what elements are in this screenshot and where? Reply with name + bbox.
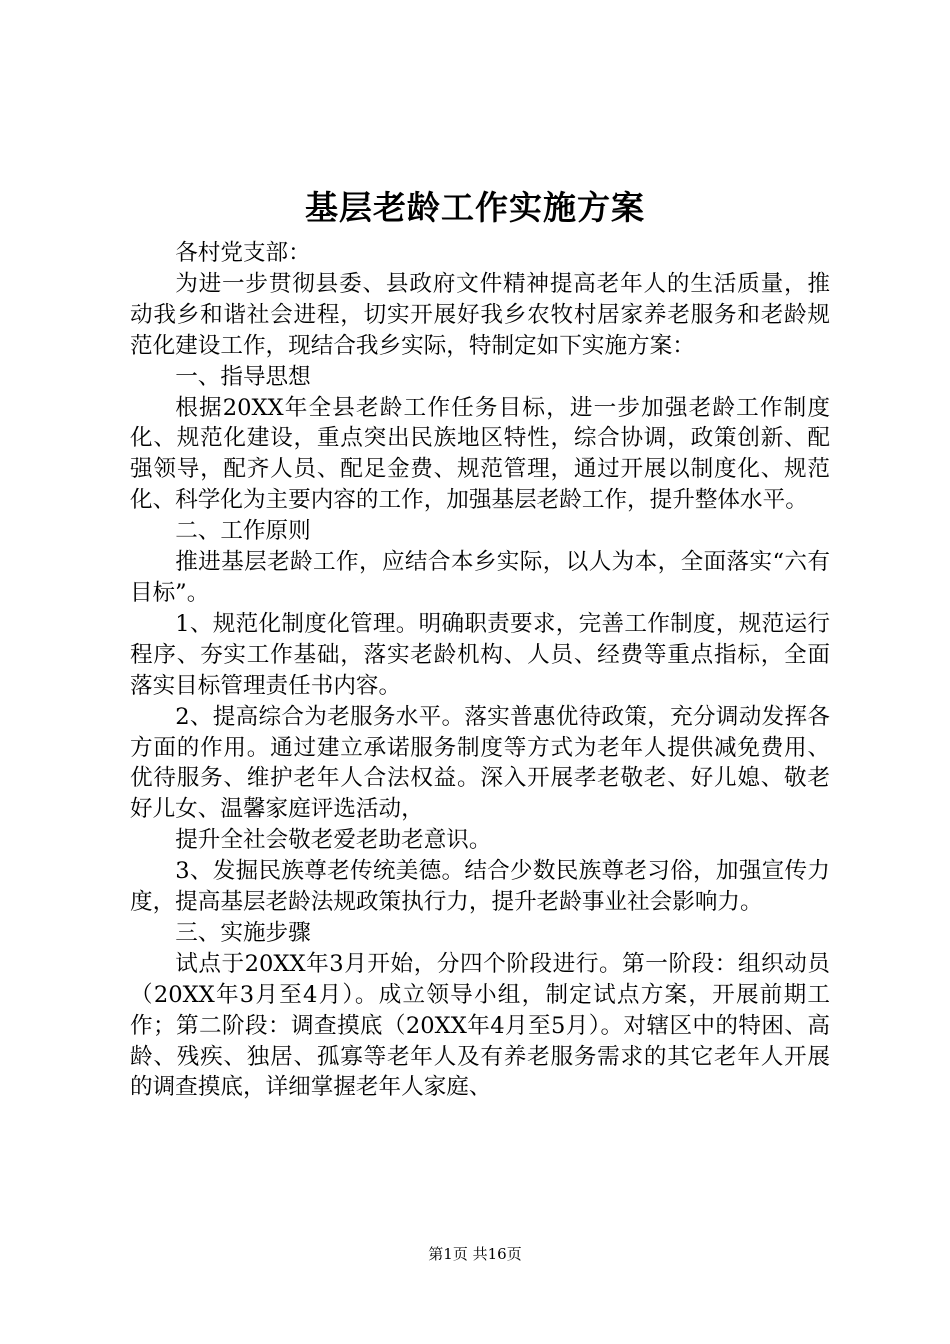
paragraph: 根据20XX年全县老龄工作任务目标，进一步加强老龄工作制度化、规范化建设，重点突出民族地区特性，综合协调，政策创新、配强领导，配齐人员、配足金费、规范管理，通过开展以制度化、规范化、科学化为主要内容的工作，加强基层老龄工作，提升整体水平。 xyxy=(130,394,830,514)
paragraph: 一、指导思想 xyxy=(175,363,311,390)
paragraph: 为进一步贯彻县委、县政府文件精神提高老年人的生活质量，推动我乡和谐社会进程，切实开展好我乡农牧村居家养老服务和老龄规范化建设工作，现结合我乡实际，特制定如下实施方案： xyxy=(130,270,830,359)
paragraph: 1、规范化制度化管理。明确职责要求，完善工作制度，规范运行程序、夯实工作基础，落实老龄机构、人员、经费等重点指标，全面落实目标管理责任书内容。 xyxy=(130,610,830,699)
page-footer: 第1页 共16页 xyxy=(428,1245,522,1263)
paragraph: 2、提高综合为老服务水平。落实普惠优待政策，充分调动发挥各方面的作用。通过建立承诺服务制度等方式为老年人提供减免费用、优待服务、维护老年人合法权益。深入开展孝老敬老、好儿媳、敬老好儿女、温馨家庭评选活动， xyxy=(130,703,830,823)
paragraph: 三、实施步骤 xyxy=(175,919,311,946)
page-title: 基层老龄工作实施方案 xyxy=(305,188,645,227)
document-body xyxy=(130,238,830,1103)
paragraph: 提升全社会敬老爱老助老意识。 xyxy=(175,827,492,854)
paragraph: 试点于20XX年3月开始，分四个阶段进行。第一阶段：组织动员（20XX年3月至4月）。成立领导小组，制定试点方案，开展前期工作；第二阶段：调查摸底（20XX年4月至5月）。对辖区中的特困、高龄、残疾、独居、孤寡等老年人及有养老服务需求的其它老年人开展的调查摸底，详细掌握老年人家庭、 xyxy=(130,950,830,1101)
paragraph: 二、工作原则 xyxy=(175,518,311,545)
paragraph: 各村党支部： xyxy=(175,240,311,266)
paragraph: 推进基层老龄工作，应结合本乡实际，以人为本，全面落实“六有目标”。 xyxy=(130,549,830,606)
paragraph: 3、发掘民族尊老传统美德。结合少数民族尊老习俗，加强宣传力度，提高基层老龄法规政策执行力，提升老龄事业社会影响力。 xyxy=(130,858,830,916)
